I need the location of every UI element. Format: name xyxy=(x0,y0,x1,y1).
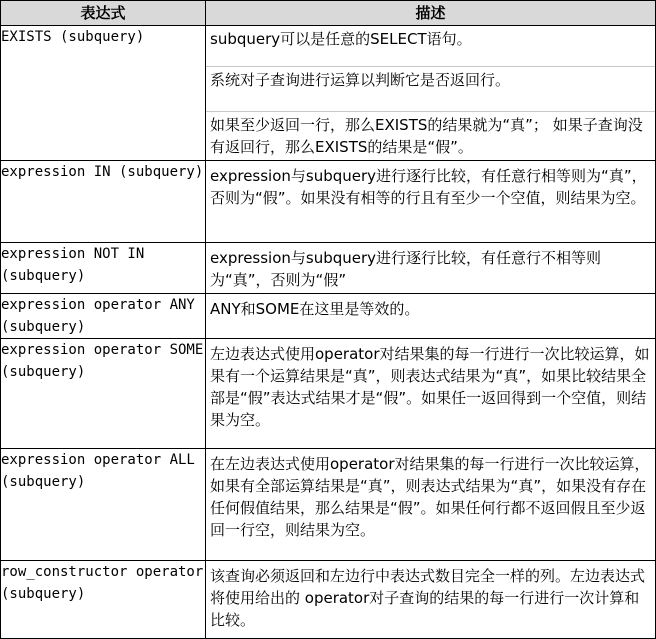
description-paragraph: 该查询必须返回和左边行中表达式数目完全一样的列。左边表达式将使用给出的 operator对子查询的结果的每一行进行一次计算和比较。 xyxy=(210,567,646,629)
description-paragraph: 左边表达式使用operator对结果集的每一行进行一次比较运算，如果有一个运算结果是“真”，则表达式结果为“真”，如果比较结果全部是“假”表达式结果才是“假”。如果任一返回得到一个空值，则结果为空。 xyxy=(210,345,650,429)
expression-cell: row_constructor operator (subquery) xyxy=(1,561,206,639)
description-cell xyxy=(206,339,656,449)
expression-cell: expression NOT IN (subquery) xyxy=(1,243,206,294)
description-cell xyxy=(206,26,656,161)
description-paragraph: subquery可以是任意的SELECT语句。 xyxy=(206,26,655,67)
description-paragraph: 系统对子查询进行运算以判断它是否返回行。 xyxy=(206,67,655,112)
table-row-in xyxy=(1,161,656,243)
description-paragraph: 如果至少返回一行，那么EXISTS的结果就为“真”； 如果子查询没有返回行，那么EXISTS的结果是“假”。 xyxy=(210,116,643,156)
description-paragraph: ANY和SOME在这里是等效的。 xyxy=(210,300,420,318)
expression-cell: expression operator ANY (subquery) xyxy=(1,294,206,339)
table-row-exists xyxy=(1,26,656,161)
column-header-expression: 表达式 xyxy=(1,1,206,26)
table-header-row xyxy=(1,1,656,26)
description-cell xyxy=(206,294,656,339)
table-row-any xyxy=(1,294,656,339)
description-cell xyxy=(206,561,656,639)
table-row-row-constructor xyxy=(1,561,656,639)
description-paragraph: expression与subquery进行逐行比较，有任意行不相等则为“真”，否则为“假” xyxy=(210,249,602,289)
description-paragraph: expression与subquery进行逐行比较，有任意行相等则为“真”，否则为“假”。如果没有相等的行且有至少一个空值，则结果为空。 xyxy=(210,167,647,207)
expression-cell: expression IN (subquery) xyxy=(1,161,206,243)
table-row-not-in xyxy=(1,243,656,294)
description-cell xyxy=(206,161,656,243)
description-cell xyxy=(206,449,656,561)
expression-cell: expression operator ALL (subquery) xyxy=(1,449,206,561)
description-cell xyxy=(206,243,656,294)
expression-cell: expression operator SOME (subquery) xyxy=(1,339,206,449)
column-header-description: 描述 xyxy=(206,1,656,26)
table-row-some xyxy=(1,339,656,449)
table-row-all xyxy=(1,449,656,561)
description-paragraph: 在左边表达式使用operator对结果集的每一行进行一次比较运算，如果有全部运算结果是“真”，则表达式结果为“真”，如果没有存在任何假值结果，那么结果是“假”。如果任何行都不返回假且至少返回一行空，则结果为空。 xyxy=(210,455,650,539)
expression-cell: EXISTS (subquery) xyxy=(1,26,206,161)
